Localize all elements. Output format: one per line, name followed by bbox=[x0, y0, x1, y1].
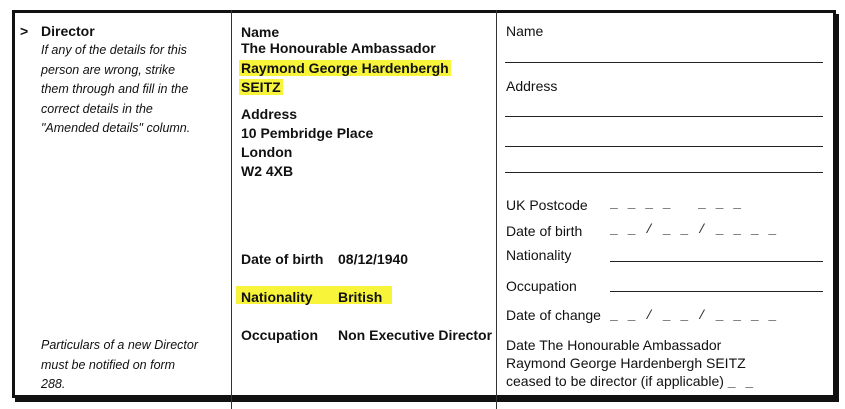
instruction-text bbox=[41, 41, 190, 139]
highlight-mark: Raymond George Hardenbergh bbox=[241, 60, 449, 76]
instruction-line: If any of the details for this bbox=[41, 43, 187, 57]
date-of-change-boxes[interactable]: _ _ / _ _ / _ _ _ _ bbox=[610, 308, 778, 323]
amended-name-field[interactable] bbox=[505, 62, 823, 63]
name-line-highlighted bbox=[241, 59, 451, 78]
name-line: The Honourable Ambassador bbox=[241, 40, 436, 56]
instruction-line: "Amended details" column. bbox=[41, 121, 191, 135]
postcode-boxes[interactable]: _ _ _ _ _ _ _ bbox=[610, 196, 743, 211]
amended-occupation-field[interactable] bbox=[610, 291, 823, 292]
note-line: 288. bbox=[41, 377, 66, 391]
ceased-line bbox=[506, 372, 754, 392]
section-title: Director bbox=[41, 23, 95, 39]
ceased-line: Date The Honourable Ambassador bbox=[506, 337, 722, 353]
amended-dob-boxes[interactable]: _ _ / _ _ / _ _ _ _ bbox=[610, 222, 778, 237]
column-divider-left bbox=[231, 10, 232, 409]
note-line: must be notified on form bbox=[41, 357, 176, 372]
instruction-line: person are wrong, strike bbox=[41, 62, 176, 77]
address-line: 10 Pembridge Place bbox=[241, 125, 374, 141]
occupation-label: Occupation bbox=[241, 327, 319, 343]
address-label: Address bbox=[241, 106, 298, 122]
nationality-label: Nationality bbox=[241, 289, 313, 305]
new-director-note bbox=[41, 336, 198, 395]
surname-highlighted bbox=[241, 78, 451, 97]
instruction-line: correct details in the bbox=[41, 101, 153, 116]
amended-nationality-field[interactable] bbox=[610, 261, 823, 262]
highlight-mark: SEITZ bbox=[241, 79, 281, 95]
occupation-value: Non Executive Director bbox=[338, 327, 493, 343]
amended-occupation-label: Occupation bbox=[506, 278, 577, 294]
name-label: Name bbox=[241, 24, 280, 40]
amended-address-line-1[interactable] bbox=[505, 116, 823, 117]
date-of-change-label: Date of change bbox=[506, 307, 601, 323]
dob-label: Date of birth bbox=[241, 251, 324, 267]
ceased-date-boxes[interactable]: _ _ bbox=[727, 375, 755, 390]
dob-value: 08/12/1940 bbox=[338, 251, 409, 267]
section-arrow-icon: > bbox=[20, 23, 29, 39]
current-address-block bbox=[241, 105, 373, 181]
amended-address-line-3[interactable] bbox=[505, 172, 823, 173]
amended-name-label: Name bbox=[506, 23, 544, 39]
amended-address-label: Address bbox=[506, 78, 558, 94]
ceased-statement bbox=[506, 336, 754, 392]
postcode-label: UK Postcode bbox=[506, 197, 588, 213]
address-line: W2 4XB bbox=[241, 163, 294, 179]
note-line: Particulars of a new Director bbox=[41, 338, 199, 352]
amended-nationality-label: Nationality bbox=[506, 247, 572, 263]
instruction-line: them through and fill in the bbox=[41, 82, 189, 96]
ceased-line-text: ceased to be director (if applicable) bbox=[506, 373, 724, 389]
address-line: London bbox=[241, 144, 293, 160]
current-name-block bbox=[241, 23, 451, 97]
amended-dob-label: Date of birth bbox=[506, 223, 583, 239]
ceased-line: Raymond George Hardenbergh SEITZ bbox=[506, 355, 746, 371]
nationality-value: British bbox=[338, 289, 383, 305]
column-divider-right bbox=[496, 10, 497, 409]
amended-address-line-2[interactable] bbox=[505, 146, 823, 147]
